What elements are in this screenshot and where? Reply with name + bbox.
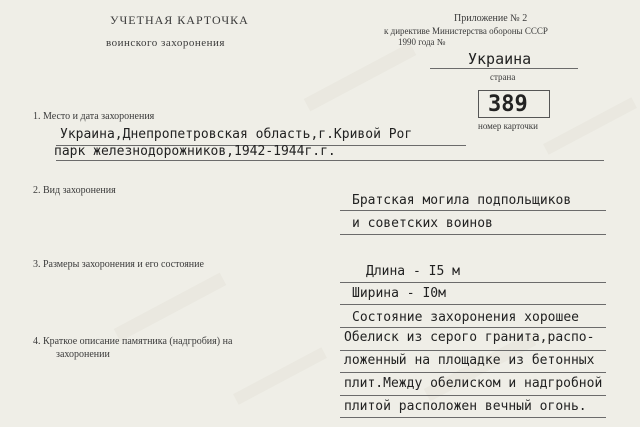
country-rule — [430, 68, 578, 69]
appendix-number: Приложение № 2 — [454, 13, 528, 24]
field-4-line-5: плитой расположен вечный огонь. — [344, 399, 587, 414]
field-4-rule-1 — [340, 327, 606, 328]
field-3-line-2: Ширина - I0м — [352, 286, 446, 301]
field-3-rule-2 — [340, 304, 606, 305]
field-4-rule-3 — [340, 372, 606, 373]
field-4-rule-4 — [340, 395, 606, 396]
field-3-line-1: Длина - I5 м — [366, 264, 460, 279]
field-4-line-4: плит.Между обелиском и надгробной — [344, 376, 603, 391]
field-1-label: 1. Место и дата захоронения — [33, 111, 155, 122]
field-2-rule-2 — [340, 234, 606, 235]
field-4-line-2: Обелиск из серого гранита,распо- — [344, 330, 595, 345]
field-2-line-1: Братская могила подпольщиков — [352, 193, 572, 208]
field-4-rule-5 — [340, 417, 606, 418]
card-title: УЧЕТНАЯ КАРТОЧКА — [110, 13, 249, 27]
country-label: страна — [490, 72, 516, 82]
country-value: Украина — [468, 50, 532, 68]
field-3-rule-1 — [340, 282, 606, 283]
field-2-label: 2. Вид захоронения — [33, 185, 116, 196]
card-subtitle: воинского захоронения — [106, 37, 225, 49]
card-number-label: номер карточки — [478, 121, 538, 131]
appendix-directive: к директиве Министерства обороны СССР — [384, 26, 548, 36]
field-1-rule-2 — [56, 160, 604, 161]
field-1-line-1: Украина,Днепропетровская область,г.Кривой Рог — [60, 127, 413, 142]
field-4-label-cont: захоронении — [56, 349, 110, 360]
field-4-line-1: Состояние захоронения хорошее — [352, 310, 579, 325]
card-number-value: 389 — [488, 92, 528, 117]
field-3-label: 3. Размеры захоронения и его состояние — [33, 259, 204, 270]
field-1-line-2: парк железнодорожников,1942-1944г.г. — [54, 144, 336, 159]
appendix-year: 1990 года № — [398, 37, 446, 47]
field-2-rule-1 — [340, 210, 606, 211]
field-4-rule-2 — [340, 350, 606, 351]
field-4-line-3: ложенный на площадке из бетонных — [344, 353, 595, 368]
field-4-label: 4. Краткое описание памятника (надгробия) на — [33, 336, 233, 347]
field-2-line-2: и советских воинов — [352, 216, 493, 231]
